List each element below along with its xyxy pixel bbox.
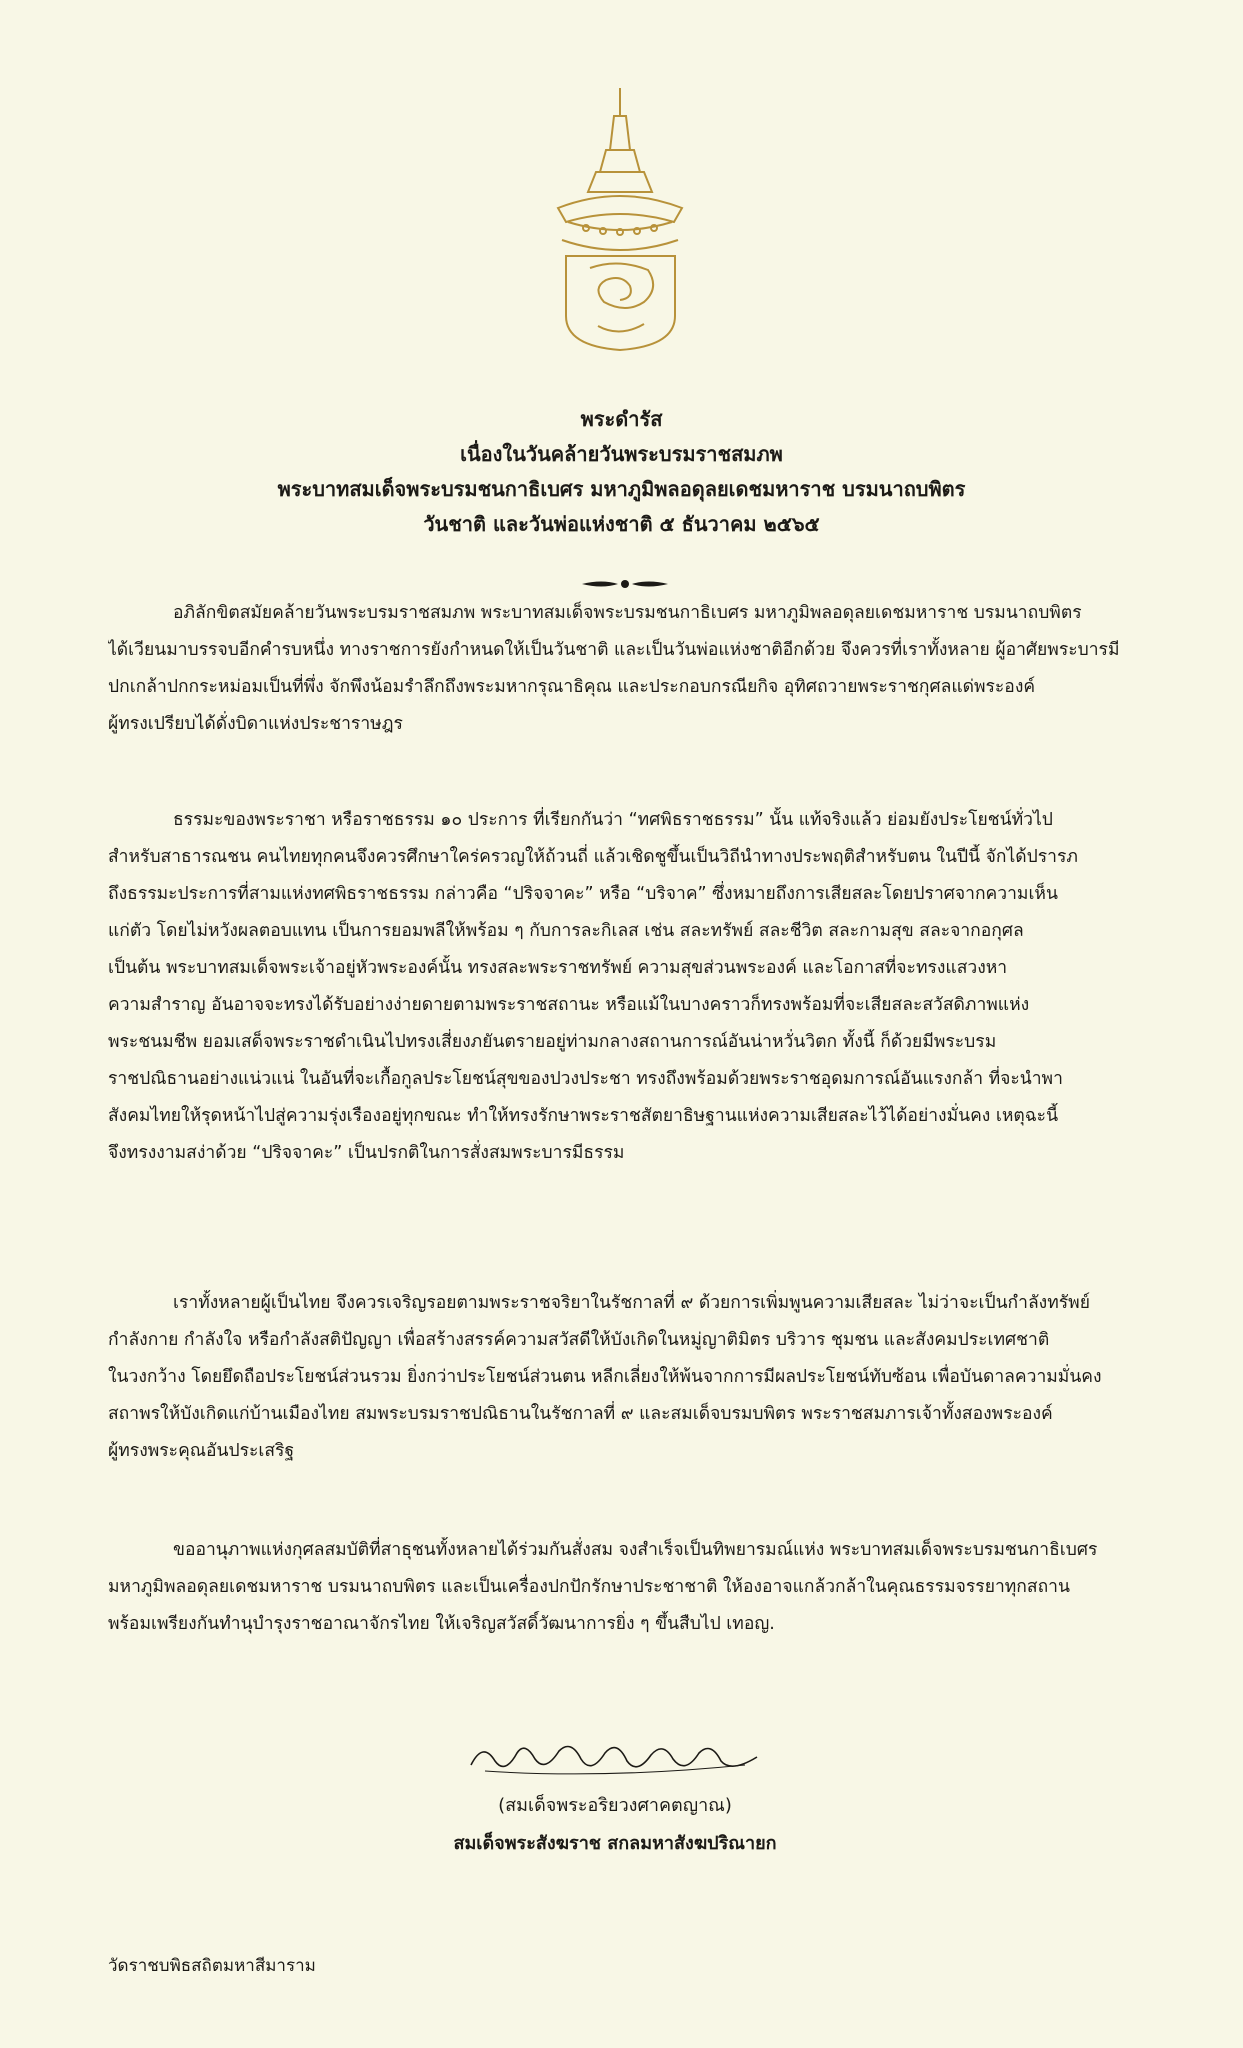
paragraph-line: พร้อมเพรียงกันทำนุบำรุงราชอาณาจักรไทย ให้เจริญสวัสดิ์วัฒนาการยิ่ง ๆ ขึ้นสืบไป เทอญ. [108,1614,775,1634]
paragraph-line: สังคมไทยให้รุดหน้าไปสู่ความรุ่งเรืองอยู่ทุกขณะ ทำให้ทรงรักษาพระราชสัตยาธิษฐานแห่งความเสียสละไว้ได้อย่างมั่นคง เหตุฉะนี้ [108,1106,1059,1126]
paragraph-line: แก่ตัว โดยไม่หวังผลตอบแทน เป็นการยอมพลีให้พร้อม ๆ กับการละกิเลส เช่น สละทรัพย์ สละชีวิต สละกามสุข สละจากอกุศล [108,921,1024,941]
paragraph-line: เป็นต้น พระบาทสมเด็จพระเจ้าอยู่หัวพระองค์นั้น ทรงสละพระราชทรัพย์ ความสุขส่วนพระองค์ และโอกาสที่จะทรงแสวงหา [108,958,1008,978]
paragraph-line: ผู้ทรงพระคุณอันประเสริฐ [108,1441,295,1461]
heading-date: วันชาติ และวันพ่อแห่งชาติ ๕ ธันวาคม ๒๕๖๕ [423,512,820,536]
heading-title: พระดำรัส [580,407,663,431]
paragraph-line: พระชนมชีพ ยอมเสด็จพระราชดำเนินไปทรงเสี่ยงภยันตรายอยู่ท่ามกลางสถานการณ์อันน่าหวั่นวิตก ทั้งนี้ ก็ด้วยมีพระบรม [108,1032,997,1052]
paragraph-line: ถึงธรรมะประการที่สามแห่งทศพิธราชธรรม กล่าวคือ “ปริจจาคะ” หรือ “บริจาค” ซึ่งหมายถึงการเสียสละโดยปราศจากความเห็น [108,884,1058,904]
paragraph-line: ในวงกว้าง โดยยึดถือประโยชน์ส่วนรวม ยิ่งกว่าประโยชน์ส่วนตน หลีกเลี่ยงให้พ้นจากการมีผลประโยชน์ทับซ้อน เพื่อบันดาลความมั่นคง [108,1367,1102,1387]
paragraph-line: ปกเกล้าปกกระหม่อมเป็นที่พึ่ง จักพึงน้อมรำลึกถึงพระมหากรุณาธิคุณ และประกอบกรณียกิจ อุทิศถวายพระราชกุศลแด่พระองค์ [108,677,1036,697]
heading-block [80,405,1163,545]
paragraph-line: ความสำราญ อันอาจจะทรงได้รับอย่างง่ายดายตามพระราชสถานะ หรือแม้ในบางคราวก็ทรงพร้อมที่จะเสียสละสวัสดิภาพแห่ง [108,995,1030,1015]
paragraph-line: มหาภูมิพลอดุลยเดชมหาราช บรมนาถบพิตร และเป็นเครื่องปกปักรักษาประชาชาติ ให้องอาจแกล้วกล้าในคุณธรรมจรรยาทุกสถาน [108,1577,1070,1597]
paragraph-line: กำลังกาย กำลังใจ หรือกำลังสติปัญญา เพื่อสร้างสรรค์ความสวัสดีให้บังเกิดในหมู่ญาติมิตร บริวาร ชุมชน และสังคมประเทศชาติ [108,1330,1050,1350]
signatory-name: (สมเด็จพระอริยวงศาคตญาณ) [498,1795,732,1816]
paragraph-2 [108,807,1138,1177]
handwritten-signature [465,1735,765,1781]
paragraph-1 [108,600,1138,748]
paragraph-line: สถาพรให้บังเกิดแก่บ้านเมืองไทย สมพระบรมราชปณิธานในรัชกาลที่ ๙ และสมเด็จบรมบพิตร พระราชสมภารเจ้าทั้งสองพระองค์ [108,1404,1053,1424]
paragraph-line: อภิลักขิตสมัยคล้ายวันพระบรมราชสมภพ พระบาทสมเด็จพระบรมชนกาธิเบศร มหาภูมิพลอดุลยเดชมหาราช บรมนาถบพิตร [173,603,1082,623]
paragraph-line: ได้เวียนมาบรรจบอีกคำรบหนึ่ง ทางราชการยังกำหนดให้เป็นวันชาติ และเป็นวันพ่อแห่งชาติอีกด้วย จึงควรที่เราทั้งหลาย ผู้อาศัยพระบารมี [108,640,1120,660]
heading-occasion: เนื่องในวันคล้ายวันพระบรมราชสมภพ [460,442,783,466]
paragraph-line: สำหรับสาธารณชน คนไทยทุกคนจึงควรศึกษาใคร่ครวญให้ถ้วนถี่ แล้วเชิดชูขึ้นเป็นวิถีนำทางประพฤติสำหรับตน ในปีนี้ จักได้ปรารภ [108,847,1078,867]
royal-emblem-icon [548,88,693,353]
paragraph-3 [108,1290,1138,1475]
paragraph-4 [108,1537,1138,1648]
paragraph-line: ขออานุภาพแห่งกุศลสมบัติที่สาธุชนทั้งหลายได้ร่วมกันสั่งสม จงสำเร็จเป็นทิพยารมณ์แห่ง พระบาทสมเด็จพระบรมชนกาธิเบศร [173,1540,1098,1560]
paragraph-line: ธรรมะของพระราชา หรือราชธรรม ๑๐ ประการ ที่เรียกกันว่า “ทศพิธราชธรรม” นั้น แท้จริงแล้ว ย่อมยังประโยชน์ทั่วไป [173,810,1053,830]
paragraph-line: จึงทรงงามสง่าด้วย “ปริจจาคะ” เป็นปรกติในการสั่งสมพระบารมีธรรม [108,1143,625,1163]
heading-king-name: พระบาทสมเด็จพระบรมชนกาธิเบศร มหาภูมิพลอดุลยเดชมหาราช บรมนาถบพิตร [277,477,966,501]
paragraph-line: ผู้ทรงเปรียบได้ดั่งบิดาแห่งประชาราษฎร [108,714,403,734]
paragraph-line: ราชปณิธานอย่างแน่วแน่ ในอันที่จะเกื้อกูลประโยชน์สุขของปวงประชา ทรงถึงพร้อมด้วยพระราชอุดมการณ์อันแรงกล้า ที่จะนำพา [108,1069,1063,1089]
divider-ornament-icon [580,577,670,591]
paragraph-line: เราทั้งหลายผู้เป็นไทย จึงควรเจริญรอยตามพระราชจริยาในรัชกาลที่ ๙ ด้วยการเพิ่มพูนความเสียสละ ไม่ว่าจะเป็นกำลังทรัพย์ [173,1293,1090,1313]
signatory-title: สมเด็จพระสังฆราช สกลมหาสังฆปริณายก [453,1833,777,1854]
footer-temple-name: วัดราชบพิธสถิตมหาสีมาราม [108,1956,316,1976]
